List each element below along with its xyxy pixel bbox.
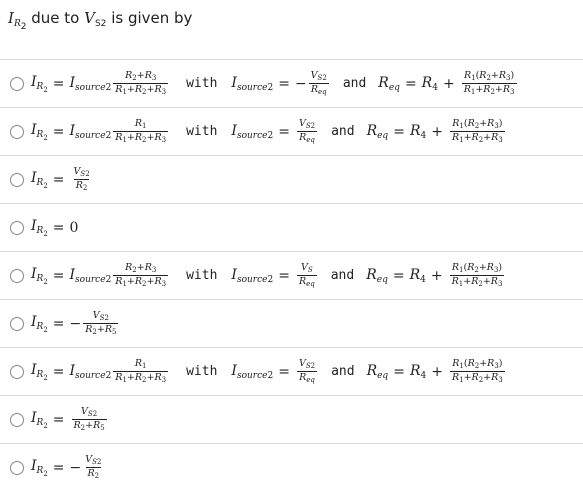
source-fraction-denominator: $R_{eq}$ xyxy=(310,84,327,96)
radio-button[interactable] xyxy=(10,365,24,379)
equals-sign: = xyxy=(52,75,65,92)
zero-value: 0 xyxy=(69,219,79,236)
source-fraction xyxy=(297,263,317,289)
radio-button[interactable] xyxy=(10,221,24,235)
equals-sign: = xyxy=(392,267,405,284)
source-fraction-numerator: $V_{S2}$ xyxy=(310,69,327,82)
fraction-numerator: $V_{S2}$ xyxy=(73,165,90,178)
equals-sign: = xyxy=(52,123,65,140)
equals-sign: = xyxy=(52,411,65,428)
equals-sign: = xyxy=(52,219,65,236)
lhs-current: $I_{R_2}$ xyxy=(31,265,48,286)
divider-fraction-denominator: $R_1+R_2+R_3$ xyxy=(115,372,167,384)
req-fraction xyxy=(462,71,517,97)
isource-term: $I_{source2}$ xyxy=(69,122,112,141)
option-formula xyxy=(31,263,506,289)
r4-term: $R_4$ xyxy=(409,122,427,141)
plus-sign: + xyxy=(442,75,455,92)
source-fraction-denominator: $R_{eq}$ xyxy=(299,132,315,144)
req-fraction-numerator: $R_1(R_2+R_3)$ xyxy=(452,117,503,130)
with-keyword: with xyxy=(186,268,218,283)
divider-fraction xyxy=(113,263,168,289)
source-fraction-numerator: $V_{S2}$ xyxy=(298,357,316,370)
radio-button[interactable] xyxy=(10,77,24,91)
fraction-denominator: $R_2$ xyxy=(87,468,100,480)
lhs-current: $I_{R_2}$ xyxy=(31,313,48,334)
option-formula xyxy=(31,311,120,337)
req-fraction-numerator: $R_1(R_2+R_3)$ xyxy=(452,357,503,370)
option-formula xyxy=(31,119,507,145)
option-formula xyxy=(31,167,94,193)
answer-option[interactable] xyxy=(0,251,583,299)
req-fraction xyxy=(450,119,505,145)
answer-options xyxy=(0,59,583,491)
fraction xyxy=(72,167,92,193)
answer-option[interactable] xyxy=(0,299,583,347)
r4-term: $R_4$ xyxy=(409,266,426,285)
source-fraction-numerator: $V_{S2}$ xyxy=(298,117,316,130)
fraction-denominator: $R_2$ xyxy=(75,180,88,192)
lhs-current: $I_{R_2}$ xyxy=(31,409,48,430)
r4-term: $R_4$ xyxy=(421,74,438,93)
req-fraction-numerator: $R_1(R_2+R_3)$ xyxy=(463,69,515,82)
req-term: $R_{eq}$ xyxy=(378,74,400,93)
req-fraction-numerator: $R_1(R_2+R_3)$ xyxy=(451,261,503,274)
equals-sign: = xyxy=(393,363,405,380)
divider-fraction-numerator: $R_1$ xyxy=(134,117,147,130)
source-fraction-denominator: $R_{eq}$ xyxy=(298,276,315,288)
option-formula xyxy=(31,455,105,481)
lhs-current: $I_{R_2}$ xyxy=(31,121,48,142)
plus-sign: + xyxy=(431,123,443,140)
answer-option[interactable] xyxy=(0,203,583,251)
isource-term: $I_{source2}$ xyxy=(231,266,274,285)
minus-sign: − xyxy=(294,75,307,92)
radio-button[interactable] xyxy=(10,413,24,427)
and-keyword: and xyxy=(342,76,367,91)
answer-option[interactable] xyxy=(0,107,583,155)
and-keyword: and xyxy=(331,124,355,139)
equals-sign: = xyxy=(52,315,65,332)
req-fraction xyxy=(450,263,505,289)
plus-sign: + xyxy=(430,267,443,284)
equals-sign: = xyxy=(52,171,65,188)
r4-term: $R_4$ xyxy=(409,362,427,381)
lhs-current: $I_{R_2}$ xyxy=(31,73,48,94)
req-fraction-denominator: $R_1+R_2+R_3$ xyxy=(463,84,515,96)
lhs-current: $I_{R_2}$ xyxy=(31,457,48,478)
isource-term: $I_{source2}$ xyxy=(231,74,274,93)
radio-button[interactable] xyxy=(10,125,24,139)
fraction xyxy=(83,311,118,337)
source-fraction-denominator: $R_{eq}$ xyxy=(299,372,315,384)
and-keyword: and xyxy=(331,364,355,379)
divider-fraction xyxy=(113,71,168,97)
source-fraction xyxy=(297,359,317,385)
fraction xyxy=(83,455,103,481)
with-keyword: with xyxy=(186,364,218,379)
divider-fraction-denominator: $R_1+R_2+R_3$ xyxy=(115,276,167,288)
option-formula xyxy=(31,407,109,433)
req-term: $R_{eq}$ xyxy=(366,266,388,285)
isource-term: $I_{source2}$ xyxy=(231,122,274,141)
with-keyword: with xyxy=(186,76,218,91)
fraction-denominator: $R_2+R_5$ xyxy=(73,420,105,432)
option-formula xyxy=(31,218,78,238)
isource-term: $I_{source2}$ xyxy=(69,74,112,93)
divider-fraction xyxy=(113,359,168,385)
divider-fraction-denominator: $R_1+R_2+R_3$ xyxy=(115,84,167,96)
answer-option[interactable] xyxy=(0,59,583,107)
option-formula xyxy=(31,359,507,385)
minus-sign: − xyxy=(69,315,82,332)
equals-sign: = xyxy=(404,75,417,92)
req-term: $R_{eq}$ xyxy=(366,362,389,381)
source-fraction xyxy=(309,71,329,97)
fraction-numerator: $V_{S2}$ xyxy=(85,453,102,466)
and-keyword: and xyxy=(330,268,355,283)
with-keyword: with xyxy=(186,124,218,139)
radio-button[interactable] xyxy=(10,173,24,187)
option-formula xyxy=(31,71,519,97)
isource-term: $I_{source2}$ xyxy=(69,362,112,381)
answer-option[interactable] xyxy=(0,347,583,395)
divider-fraction xyxy=(113,119,168,145)
equals-sign: = xyxy=(278,123,290,140)
answer-option[interactable] xyxy=(0,395,583,443)
question-text: $I_{R_2}$ due to $V_{S2}$ is given by xyxy=(8,9,193,32)
isource-term: $I_{source2}$ xyxy=(231,362,274,381)
equals-sign: = xyxy=(278,267,290,284)
answer-option[interactable] xyxy=(0,155,583,203)
isource-term: $I_{source2}$ xyxy=(69,266,112,285)
equals-sign: = xyxy=(52,459,65,476)
fraction-numerator: $V_{S2}$ xyxy=(92,309,109,322)
lhs-current: $I_{R_2}$ xyxy=(31,217,48,238)
lhs-current: $I_{R_2}$ xyxy=(31,361,48,382)
req-fraction-denominator: $R_1+R_2+R_3$ xyxy=(451,132,503,144)
divider-fraction-numerator: $R_2+R_3$ xyxy=(125,261,157,274)
equals-sign: = xyxy=(52,363,65,380)
radio-button[interactable] xyxy=(10,317,24,331)
divider-fraction-numerator: $R_2+R_3$ xyxy=(125,69,157,82)
req-fraction-denominator: $R_1+R_2+R_3$ xyxy=(451,372,503,384)
equals-sign: = xyxy=(393,123,405,140)
radio-button[interactable] xyxy=(10,269,24,283)
fraction xyxy=(72,407,107,433)
radio-button[interactable] xyxy=(10,461,24,475)
lhs-current: $I_{R_2}$ xyxy=(31,169,48,190)
req-term: $R_{eq}$ xyxy=(366,122,389,141)
equals-sign: = xyxy=(278,363,290,380)
divider-fraction-numerator: $R_1$ xyxy=(134,357,147,370)
plus-sign: + xyxy=(431,363,443,380)
fraction-denominator: $R_2+R_5$ xyxy=(85,324,117,336)
req-fraction-denominator: $R_1+R_2+R_3$ xyxy=(451,276,503,288)
source-fraction xyxy=(297,119,317,145)
equals-sign: = xyxy=(278,75,290,92)
answer-option[interactable] xyxy=(0,443,583,491)
equals-sign: = xyxy=(52,267,65,284)
divider-fraction-denominator: $R_1+R_2+R_3$ xyxy=(115,132,167,144)
source-fraction-numerator: $V_S$ xyxy=(300,261,313,274)
req-fraction xyxy=(450,359,505,385)
fraction-numerator: $V_{S2}$ xyxy=(81,405,98,418)
minus-sign: − xyxy=(69,459,82,476)
